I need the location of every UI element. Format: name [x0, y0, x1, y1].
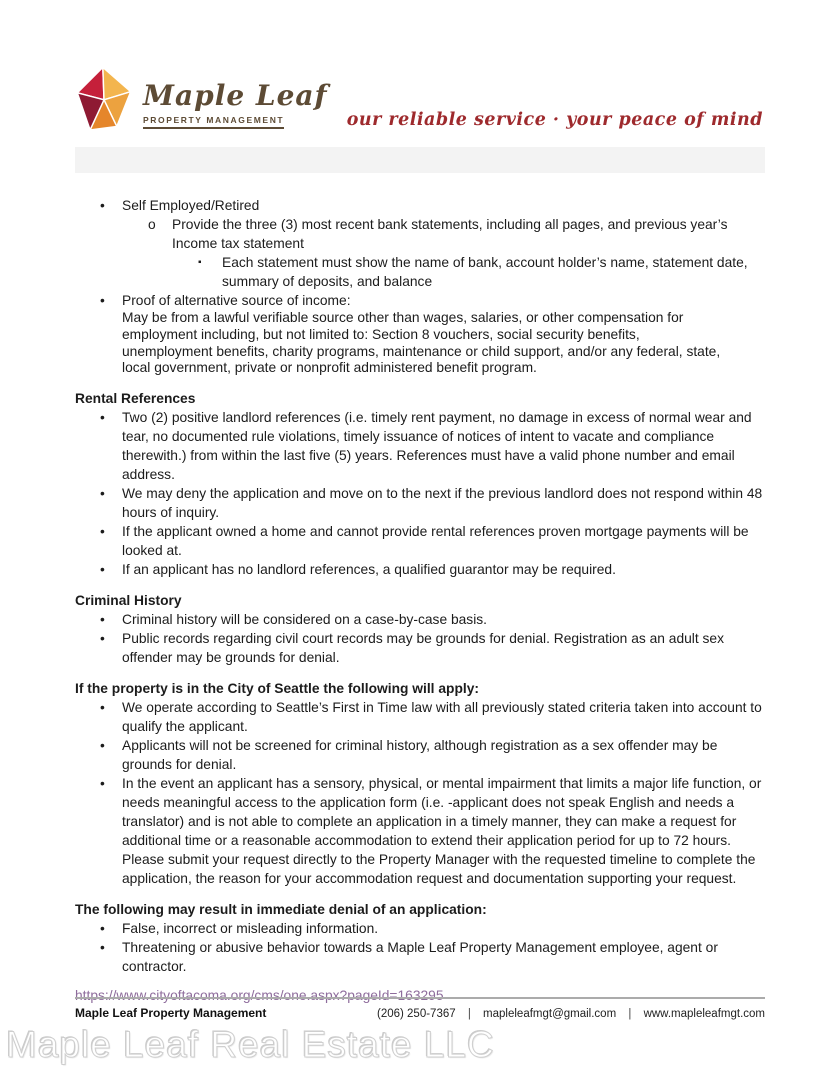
list-item-text: We operate according to Seattle’s First in Time law with all previously stated criteria taken into account to qualify the applicant.: [122, 700, 762, 735]
list-item: [75, 629, 765, 667]
footer-website: www.mapleleafmgt.com: [643, 1008, 765, 1020]
tacoma-link[interactable]: https://www.cityoftacoma.org/cms/one.aspx?pageId=163295: [75, 988, 444, 1004]
list-item-text: Threatening or abusive behavior towards a Maple Leaf Property Management employee, agent or contractor.: [122, 940, 718, 975]
bullet-icon: •: [100, 631, 105, 647]
bullet-icon: •: [100, 612, 105, 628]
list-item: [75, 253, 765, 291]
bullet-icon: •: [100, 562, 105, 578]
list-item-text: Self Employed/Retired: [122, 198, 260, 213]
footer-email: mapleleafmgt@gmail.com: [483, 1008, 617, 1020]
brand-subtitle: PROPERTY MANAGEMENT: [143, 115, 284, 129]
list-item: [75, 919, 765, 938]
list-item: [75, 736, 765, 774]
document-body: [75, 196, 765, 1005]
square-bullet-icon: ▪: [198, 257, 202, 268]
list-item-text: Criminal history will be considered on a case-by-case basis.: [122, 612, 488, 628]
bullet-icon: •: [100, 198, 105, 213]
bullet-icon: •: [100, 921, 105, 937]
section-city-of-seattle: [75, 679, 765, 888]
house-logo-icon: [75, 66, 133, 133]
list-item: [75, 408, 765, 484]
list-item-text: If the applicant owned a home and cannot provide rental references proven mortgage payments will be looked at.: [122, 524, 749, 559]
list-item-text: Public records regarding civil court records may be grounds for denial. Registration as an adult sex offender may be grounds for denial.: [122, 631, 724, 666]
watermark-text: Maple Leaf Real Estate LLC: [6, 1024, 495, 1065]
brand-text: [143, 79, 328, 129]
list-item: [75, 291, 765, 310]
paragraph: May be from a lawful verifiable source other than wages, salaries, or other compensation for employment including, but not limited to: Section 8 vouchers, social security benefits, unemployment benefits, charity programs, maintenance or child support, and/or any federal, state, local government, private or nonprofit administered benefit program.: [122, 310, 721, 376]
company-logo: [75, 66, 328, 133]
list-item: [75, 938, 765, 976]
section-heading: Rental References: [75, 391, 196, 407]
footer-company-name: Maple Leaf Property Management: [75, 1006, 267, 1020]
bullet-icon: •: [100, 410, 105, 426]
section-heading: The following may result in immediate denial of an application:: [75, 902, 487, 918]
bullet-icon: •: [100, 940, 105, 956]
footer-separator: |: [467, 1008, 471, 1020]
list-item-text: Provide the three (3) most recent bank statements, including all pages, and previous year’s Income tax statement: [172, 217, 728, 251]
list-item: [75, 774, 765, 888]
list-item-text: We may deny the application and move on to the next if the previous landlord does not respond within 48 hours of inquiry.: [122, 486, 763, 521]
list-item-text: In the event an applicant has a sensory, physical, or mental impairment that limits a major life function, or needs meaningful access to the application form (i.e. -applicant does not speak English and needs a translator) and is not able to complete an application in a timely manner, they can make a request for additional time or a reasonable accommodation to extend their application period for up to 72 hours. Please submit your request directly to the Property Manager with the requested timeline to complete the application, the reason for your accommodation request and documentation supporting your request.: [122, 776, 762, 887]
list-item-text: False, incorrect or misleading information.: [122, 921, 379, 937]
list-item-text: If an applicant has no landlord references, a qualified guarantor may be required.: [122, 562, 616, 578]
section-heading: If the property is in the City of Seattle the following will apply:: [75, 681, 479, 697]
list-item-text: Two (2) positive landlord references (i.e. timely rent payment, no damage in excess of normal wear and tear, no documented rule violations, timely issuance of notices of intent to vacate and compliance therewith.) from within the last five (5) years. References must have a valid phone number and email address.: [122, 410, 752, 483]
brand-name: Maple Leaf: [143, 79, 328, 112]
bullet-icon: •: [100, 524, 105, 540]
list-item-text: Each statement must show the name of bank, account holder’s name, statement date, summary of deposits, and balance: [222, 255, 748, 289]
list-item: [75, 484, 765, 522]
footer-separator: |: [628, 1008, 632, 1020]
list-item: [75, 698, 765, 736]
footer-phone: (206) 250-7367: [376, 1008, 456, 1020]
tagline-text: our reliable service · your peace of mind: [346, 110, 763, 130]
section-heading: Criminal History: [75, 593, 182, 609]
section-immediate-denial: [75, 900, 765, 976]
section-rental-references: [75, 389, 765, 579]
footer-contact: [377, 1008, 765, 1020]
footer: [75, 997, 765, 1020]
header: [75, 66, 765, 142]
list-item: [75, 522, 765, 560]
bullet-icon: •: [100, 486, 105, 502]
bullet-icon: •: [100, 293, 105, 308]
circle-bullet-icon: o: [148, 217, 156, 232]
list-item: [75, 215, 765, 253]
list-item: [75, 560, 765, 579]
bullet-icon: •: [100, 700, 105, 716]
header-divider-band: [75, 147, 765, 173]
bullet-icon: •: [100, 776, 105, 792]
list-item-text: Proof of alternative source of income:: [122, 293, 351, 308]
bullet-icon: •: [100, 738, 105, 754]
section-criminal-history: [75, 591, 765, 667]
list-item: [75, 610, 765, 629]
list-item: [75, 196, 765, 215]
list-item-text: Applicants will not be screened for criminal history, although registration as a sex offender may be grounds for denial.: [122, 738, 718, 773]
